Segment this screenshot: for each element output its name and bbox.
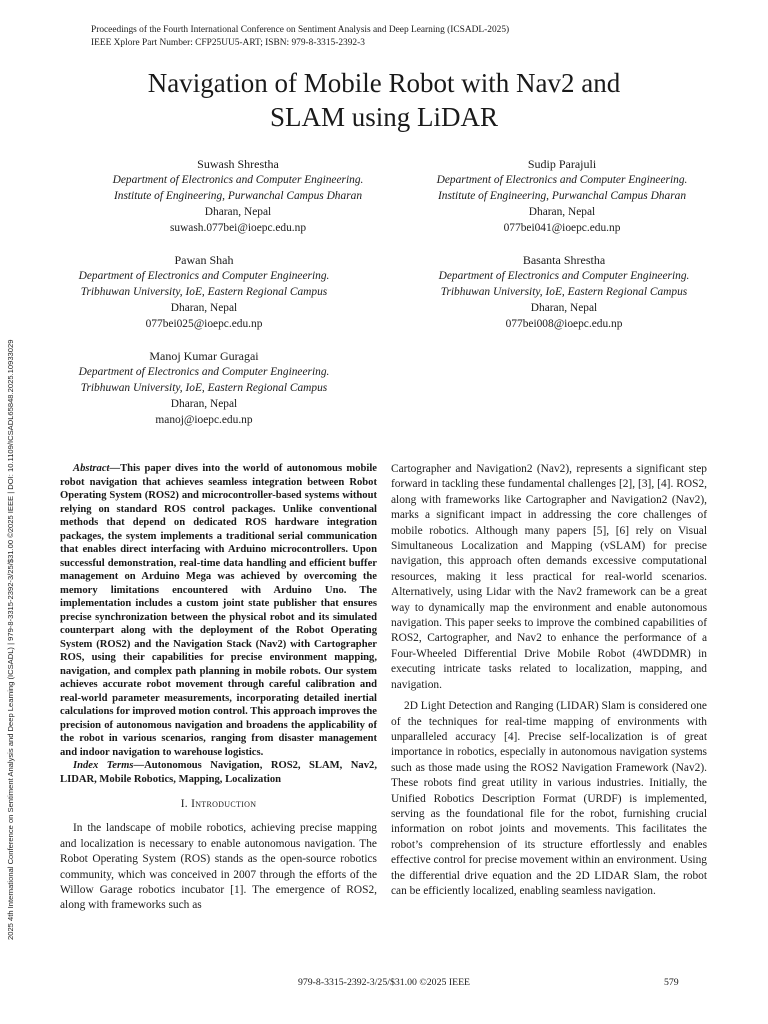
author-name: Manoj Kumar Guragai bbox=[149, 349, 259, 363]
author-name: Suwash Shrestha bbox=[197, 157, 279, 171]
author-institution: Tribhuwan University, IoE, Eastern Regional Campus bbox=[80, 382, 328, 394]
abstract-text: —This paper dives into the world of autonomous mobile robot navigation that achieves seamless integration between Robot Operating System (ROS2) and microcontroller-based systems without relying on standard ROS control packages. Unlike conventional methods that depend on dedicated ROS hardware integration packages, the system implements a traditional serial communication that enables direct interfacing with Arduino microcontrollers. Upon successful demonstration, real-time data handling and efficient buffer management on Arduino Mega was achieved by overcoming the memory limitations encountered with Arduino Uno. The implementation includes a custom joint state publisher that ensures precise synchronization between the physical robot and its simulated counterpart along with the deployment of the Robot Operating System (ROS2) and the Navigation Stack (Nav2) with Cartographer ROS, using their capabilities for precise environment mapping, navigation, and complex path planning in mobile robots. Our system achieves accurate robot movement through careful calibration and real-world parameter measurements, incorporating detailed inertial calculations for improved motion control. This approach improves the precision of autonomous navigation and broadens the applicability of the robot in various scenarios, ranging from disaster management and indoor navigation to warehouse logistics. bbox=[60, 463, 377, 758]
author-email: manoj@ioepc.edu.np bbox=[155, 414, 253, 426]
page-number: 579 bbox=[664, 977, 679, 988]
proceedings-header bbox=[91, 24, 509, 50]
author-institution: Institute of Engineering, Purwanchal Campus Dharan bbox=[437, 190, 687, 202]
isbn-line: IEEE Xplore Part Number: CFP25UU5-ART; ISBN: 979-8-3315-2392-3 bbox=[91, 38, 365, 48]
author-email: suwash.077bei@ioepc.edu.np bbox=[169, 222, 307, 234]
author-name: Sudip Parajuli bbox=[527, 157, 597, 171]
section-number: I. bbox=[180, 798, 192, 810]
author-department: Department of Electronics and Computer Engineering. bbox=[436, 174, 688, 186]
author-department: Department of Electronics and Computer Engineering. bbox=[438, 270, 690, 282]
author-institution: Tribhuwan University, IoE, Eastern Regional Campus bbox=[80, 286, 328, 298]
author-block bbox=[84, 156, 392, 236]
author-department: Department of Electronics and Computer Engineering. bbox=[78, 270, 330, 282]
author-department: Department of Electronics and Computer Engineering. bbox=[112, 174, 364, 186]
index-terms-label: Index Terms bbox=[73, 760, 134, 771]
author-block bbox=[408, 156, 716, 236]
author-city: Dharan, Nepal bbox=[204, 206, 272, 218]
body-paragraph: 2D Light Detection and Ranging (LIDAR) Slam is considered one of the techniques for real-time mapping of environments with unparalleled accuracy [4]. Precise self-localization is of great importance in robotics, especially in autonomous navigation systems such as those made using the ROS2 Navigation Framework (Nav2). These robots find great utility in various industries. Initially, the Unified Robotics Description Format (URDF) is implemented, serving as the foundational file for the robot, furnishing crucial information on robot joints and movements. This facilitates the robot’s comprehension of its structure effortlessly and enables effective control for precise movement within an environment. Using the differential drive equation and the 2D LIDAR Slam, the robot can be efficiently localized, enabling seamless navigation. bbox=[391, 700, 707, 897]
author-city: Dharan, Nepal bbox=[170, 398, 238, 410]
author-name: Pawan Shah bbox=[174, 253, 234, 267]
author-block bbox=[50, 348, 358, 428]
abstract bbox=[60, 462, 377, 759]
proceedings-line: Proceedings of the Fourth International Conference on Sentiment Analysis and Deep Learning (ICSADL-2025) bbox=[91, 25, 510, 35]
intro-paragraph: In the landscape of mobile robotics, achieving precise mapping and localization is necessary to enable autonomous navigation. The Robot Operating System (ROS) stands as the open-source robotics community, which was conceived in 2007 through the efforts of the Willow Garage robotics incubator [1]. The emergence of ROS2, along with frameworks such as bbox=[60, 822, 377, 912]
section-title: Introduction bbox=[191, 798, 257, 810]
author-institution: Tribhuwan University, IoE, Eastern Regional Campus bbox=[440, 286, 688, 298]
index-terms bbox=[60, 759, 377, 786]
body-paragraph: Cartographer and Navigation2 (Nav2), represents a significant step forward in tackling these fundamental challenges [2], [3], [4]. ROS2, along with frameworks like Cartographer and Navigation2 (Nav2), marks a significant impact in addressing the core challenges of mobile robotics. Although many papers [5], [6] rely on Visual Simultaneous Localization and Mapping (vSLAM) for precise navigation, this approach often demands excessive computational resources, making it less practical for real-world scenarios. Alternatively, using Lidar with the Nav2 framework can be a great way to dynamically map the environment and enable autonomous navigation. This paper seeks to improve the combined capabilities of ROS2, Cartographer, and Nav2 to enhance the performance of a Four-Wheeled Differential Drive Mobile Robot (4WDDMR) in executing intricate tasks related to localization, mapping, and navigation. bbox=[391, 463, 707, 691]
copyright-footer: 979-8-3315-2392-3/25/$31.00 ©2025 IEEE bbox=[297, 977, 471, 988]
author-block bbox=[50, 252, 358, 332]
author-name: Basanta Shrestha bbox=[522, 253, 606, 267]
author-institution: Institute of Engineering, Purwanchal Campus Dharan bbox=[113, 190, 363, 202]
index-terms-text: —Autonomous Navigation, ROS2, SLAM, Nav2, LIDAR, Mobile Robotics, Mapping, Localization bbox=[60, 760, 377, 785]
author-email: 077bei008@ioepc.edu.np bbox=[505, 318, 623, 330]
title-line-1: Navigation of Mobile Robot with Nav2 and bbox=[147, 68, 621, 98]
author-email: 077bei025@ioepc.edu.np bbox=[145, 318, 263, 330]
title-line-2: SLAM using LiDAR bbox=[269, 102, 499, 132]
author-city: Dharan, Nepal bbox=[530, 302, 598, 314]
author-city: Dharan, Nepal bbox=[170, 302, 238, 314]
doi-sidebar: 2025 4th International Conference on Sentiment Analysis and Deep Learning (ICSADL) | 979-8-3315-2392-3/25/$31.00 ©2025 IEEE | DOI: 10.1109/ICSADL65848.2025.10933029 bbox=[6, 339, 15, 940]
abstract-label: Abstract bbox=[73, 463, 110, 474]
right-column bbox=[391, 462, 707, 899]
author-block bbox=[410, 252, 718, 332]
section-heading bbox=[60, 797, 377, 812]
left-column bbox=[60, 462, 377, 914]
author-department: Department of Electronics and Computer Engineering. bbox=[78, 366, 330, 378]
author-city: Dharan, Nepal bbox=[528, 206, 596, 218]
author-email: 077bei041@ioepc.edu.np bbox=[503, 222, 621, 234]
paper-title bbox=[0, 66, 768, 134]
